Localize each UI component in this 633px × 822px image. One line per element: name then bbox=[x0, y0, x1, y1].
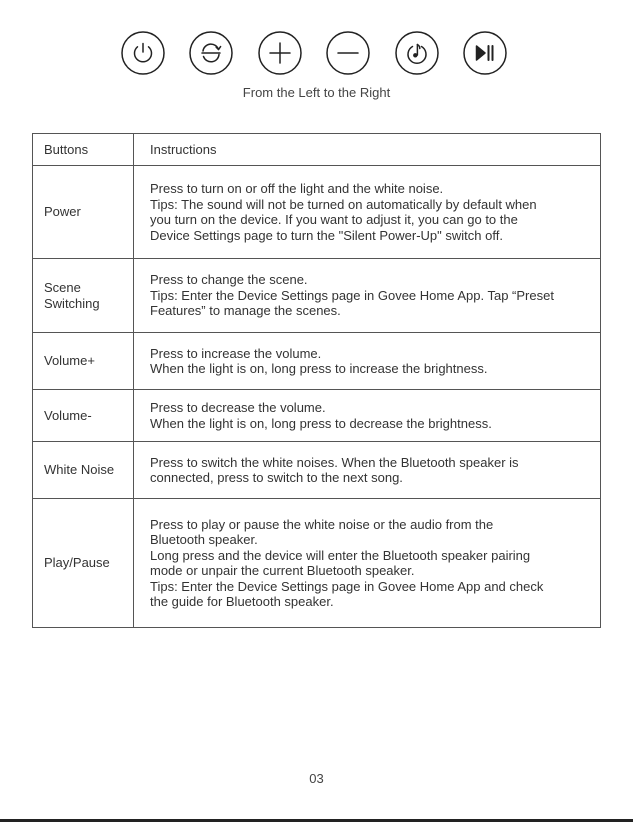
table-row-volume-up bbox=[33, 333, 601, 390]
button-name: White Noise bbox=[33, 442, 134, 499]
button-name: Power bbox=[33, 166, 134, 259]
instruction-line: Press to turn on or off the light and the white noise. bbox=[150, 181, 444, 196]
instruction-line: Press to increase the volume. bbox=[150, 345, 322, 361]
button-icons-row bbox=[121, 31, 508, 75]
icons-order-caption: From the Left to the Right bbox=[242, 85, 391, 100]
page-number: 03 bbox=[309, 771, 324, 786]
table-row-play-pause bbox=[33, 499, 601, 628]
instruction-line: Press to switch the white noises. When the Bluetooth speaker is bbox=[150, 454, 519, 470]
instruction-line: When the light is on, long press to increase the brightness. bbox=[150, 361, 488, 376]
button-name-line: Scene bbox=[44, 280, 81, 295]
instruction-line: connected, press to switch to the next song. bbox=[150, 470, 403, 485]
instruction-line: Tips: The sound will not be turned on automatically by default when bbox=[150, 196, 537, 212]
button-name bbox=[33, 259, 134, 333]
instruction-line: the guide for Bluetooth speaker. bbox=[150, 594, 334, 609]
instruction-line: When the light is on, long press to decrease the brightness. bbox=[150, 415, 492, 431]
table-row-volume-down bbox=[33, 390, 601, 442]
table-row-scene-switching bbox=[33, 259, 601, 333]
instruction-line: Device Settings page to turn the "Silent Power-Up" switch off. bbox=[150, 227, 503, 243]
instruction-line: Press to change the scene. bbox=[150, 272, 308, 288]
instruction-text bbox=[134, 259, 601, 333]
instruction-line: Long press and the device will enter the Bluetooth speaker pairing bbox=[150, 547, 531, 563]
instruction-line: Press to play or pause the white noise or the audio from the bbox=[150, 516, 494, 532]
table-row-power bbox=[33, 166, 601, 259]
header-buttons: Buttons bbox=[33, 134, 134, 166]
button-name: Volume- bbox=[33, 390, 134, 442]
minus-icon bbox=[326, 31, 370, 75]
instruction-text bbox=[134, 333, 601, 390]
instruction-line: Tips: Enter the Device Settings page in Govee Home App and check bbox=[150, 578, 544, 594]
button-name-line: Switching bbox=[44, 295, 100, 311]
instruction-line: Press to decrease the volume. bbox=[150, 400, 326, 415]
instruction-line: Bluetooth speaker. bbox=[150, 532, 258, 547]
header-instructions: Instructions bbox=[134, 134, 601, 166]
power-icon bbox=[121, 31, 165, 75]
instruction-text bbox=[134, 442, 601, 499]
instruction-text bbox=[134, 390, 601, 442]
table-row-white-noise bbox=[33, 442, 601, 499]
instruction-text bbox=[134, 499, 601, 628]
button-name: Volume+ bbox=[33, 333, 134, 390]
instruction-line: Tips: Enter the Device Settings page in Govee Home App. Tap “Preset bbox=[150, 287, 554, 303]
scene-switch-icon bbox=[189, 31, 233, 75]
plus-icon bbox=[258, 31, 302, 75]
button-name: Play/Pause bbox=[33, 499, 134, 628]
table-header-row bbox=[33, 134, 601, 166]
buttons-instructions-table bbox=[32, 133, 601, 628]
play-pause-icon bbox=[463, 31, 507, 75]
instruction-line: you turn on the device. If you want to adjust it, you can go to the bbox=[150, 212, 518, 227]
white-noise-icon bbox=[395, 31, 439, 75]
instruction-text bbox=[134, 166, 601, 259]
instruction-line: Features” to manage the scenes. bbox=[150, 303, 341, 319]
instruction-line: mode or unpair the current Bluetooth speaker. bbox=[150, 563, 415, 578]
